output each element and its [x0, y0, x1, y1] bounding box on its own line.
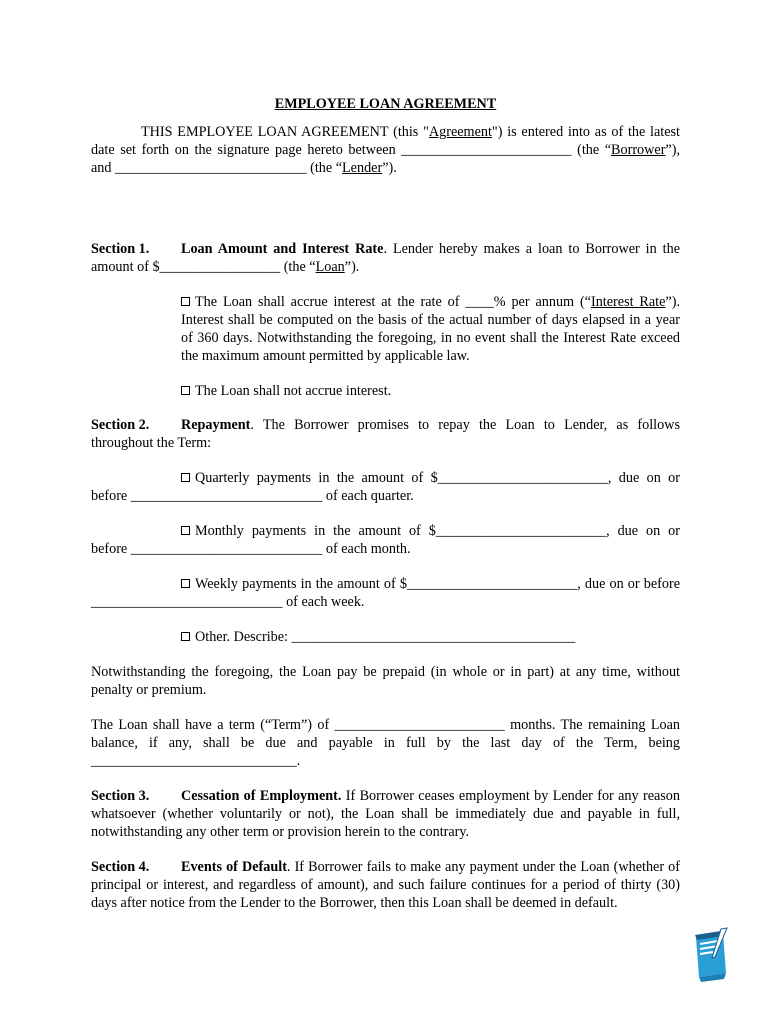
section-3-number: Section 3.	[91, 788, 150, 804]
term-paragraph: The Loan shall have a term (“Term”) of ________________________ months. The remaining Loan balance, if any, shall be due and payable in full by the last day of the Term, being _____________________________.	[91, 717, 680, 769]
quarterly-text: Quarterly payments in the amount of $________________________, due on or before ___________________________ of each quarter.	[91, 470, 680, 504]
weekly-text: Weekly payments in the amount of $________________________, due on or before ___________________________ of each week.	[91, 576, 680, 610]
intro-paragraph	[91, 123, 680, 177]
section-4-text: . If Borrower fails to make any payment under the Loan (whether of principal or interest, and regardless of amount), and such failure continues for a period of thirty (30) days after notice from the Lender to the Borrower, then this Loan shall be deemed in default.	[91, 859, 680, 911]
document-form-icon	[693, 927, 729, 983]
quarterly-checkbox[interactable]	[181, 473, 190, 482]
section-2-heading: Repayment	[181, 417, 251, 433]
document-title: EMPLOYEE LOAN AGREEMENT	[274, 96, 497, 112]
section-3-heading: Cessation of Employment.	[181, 788, 342, 804]
loan-defined-term: Loan	[315, 259, 345, 275]
section-1-paragraph	[91, 240, 680, 276]
interest-option-text: The Loan shall accrue interest at the rate of ____% per annum (“	[195, 294, 591, 310]
monthly-checkbox[interactable]	[181, 526, 190, 535]
monthly-text: Monthly payments in the amount of $________________________, due on or before ___________________________ of each month.	[91, 523, 680, 557]
interest-rate-checkbox[interactable]	[181, 297, 190, 306]
section-1-text: . Lender hereby makes a loan to Borrower in the amount of $_________________ (the “	[91, 241, 680, 275]
section-4-number: Section 4.	[91, 859, 150, 875]
weekly-checkbox[interactable]	[181, 579, 190, 588]
monthly-option	[91, 522, 680, 558]
lender-defined-term: Lender	[342, 160, 383, 176]
no-interest-checkbox[interactable]	[181, 386, 190, 395]
section-1-text-end: ”).	[344, 259, 360, 275]
prepayment-paragraph: Notwithstanding the foregoing, the Loan pay be prepaid (in whole or in part) at any time, without penalty or premium.	[91, 664, 680, 698]
borrower-defined-term: Borrower	[611, 142, 666, 158]
other-checkbox[interactable]	[181, 632, 190, 641]
other-text: Other. Describe: ________________________________________	[195, 629, 576, 645]
section-4-paragraph	[91, 858, 680, 912]
interest-rate-defined-term: Interest Rate	[590, 294, 666, 310]
interest-option-paragraph	[91, 293, 680, 365]
interest-option-text-end: ”). Interest shall be computed on the basis of the actual number of days elapsed in a year of 360 days. Notwithstanding the foregoing, in no event shall the Interest Rate exceed the maximum amount permitted by applicable law.	[181, 294, 680, 364]
intro-text-4: ”).	[382, 160, 397, 176]
section-2-text: . The Borrower promises to repay the Loan to Lender, as follows throughout the Term:	[91, 417, 680, 451]
other-option	[91, 628, 680, 646]
agreement-defined-term: Agreement	[428, 124, 492, 140]
section-3-text: If Borrower ceases employment by Lender for any reason whatsoever (whether voluntarily or not), the Loan shall be immediately due and payable in full, notwithstanding any other term or provision herein to the contrary.	[91, 788, 680, 840]
quarterly-option	[91, 469, 680, 505]
intro-text-1: THIS EMPLOYEE LOAN AGREEMENT (this "	[141, 124, 429, 140]
weekly-option	[91, 575, 680, 611]
document-body	[91, 95, 680, 912]
no-interest-text: The Loan shall not accrue interest.	[195, 383, 392, 399]
section-2-paragraph	[91, 416, 680, 452]
section-1-number: Section 1.	[91, 241, 150, 257]
section-3-paragraph	[91, 787, 680, 841]
intro-text-3: ”), and ___________________________ (the “	[91, 142, 680, 176]
intro-text-2: ") is entered into as of the latest date set forth on the signature page hereto between ________________________ (the “	[91, 124, 680, 158]
section-1-heading: Loan Amount and Interest Rate	[181, 241, 384, 257]
section-4-heading: Events of Default	[181, 859, 287, 875]
section-2-number: Section 2.	[91, 417, 150, 433]
no-interest-option	[91, 382, 680, 400]
